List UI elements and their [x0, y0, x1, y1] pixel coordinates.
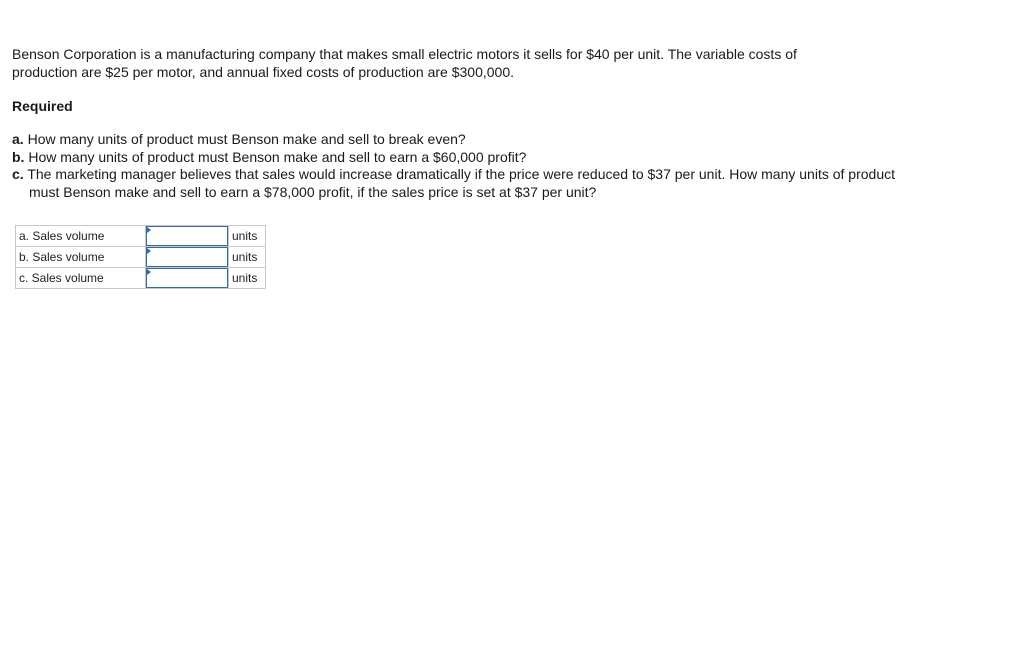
answer-input-cell — [146, 268, 229, 289]
problem-content — [12, 45, 912, 285]
input-marker-icon — [147, 227, 151, 233]
intro-line-2: production are $25 per motor, and annual fixed costs of production are $300,000. — [12, 64, 515, 80]
question-letter: b. — [12, 148, 25, 165]
question-text: The marketing manager believes that sales would increase dramatically if the price were reduced to $37 per unit. How many units of product must Benson make and sell to earn a $78,000 profit, if the sales price is set at $37 per unit? — [27, 166, 895, 200]
answer-unit: units — [229, 226, 266, 247]
question-letter: c. — [12, 166, 24, 182]
answer-input-cell — [146, 226, 229, 247]
answer-unit: units — [229, 268, 266, 289]
answer-label: c. Sales volume — [16, 268, 146, 289]
question-text: How many units of product must Benson make and sell to earn a $60,000 profit? — [28, 148, 527, 165]
required-heading: Required — [12, 98, 73, 114]
sales-volume-c-input[interactable] — [146, 268, 228, 288]
answer-row-b — [16, 247, 266, 268]
answer-table — [15, 225, 266, 289]
answer-input-cell — [146, 247, 229, 268]
answer-row-c — [16, 268, 266, 289]
answer-unit: units — [229, 247, 266, 268]
sales-volume-a-input[interactable] — [146, 226, 228, 246]
problem-intro — [12, 45, 912, 81]
question-list — [12, 131, 912, 201]
answer-label: b. Sales volume — [16, 247, 146, 268]
answer-row-a — [16, 226, 266, 247]
question-c — [12, 166, 912, 201]
input-marker-icon — [147, 269, 151, 275]
question-letter: a. — [12, 131, 24, 147]
input-marker-icon — [147, 248, 151, 254]
question-a — [12, 131, 912, 149]
sales-volume-b-input[interactable] — [146, 247, 228, 267]
intro-line-1: Benson Corporation is a manufacturing company that makes small electric motors it sells for $40 per unit. The variable costs of — [12, 46, 797, 62]
answer-label: a. Sales volume — [16, 226, 146, 247]
question-text: How many units of product must Benson make and sell to break even? — [27, 131, 466, 147]
question-b — [12, 149, 912, 167]
